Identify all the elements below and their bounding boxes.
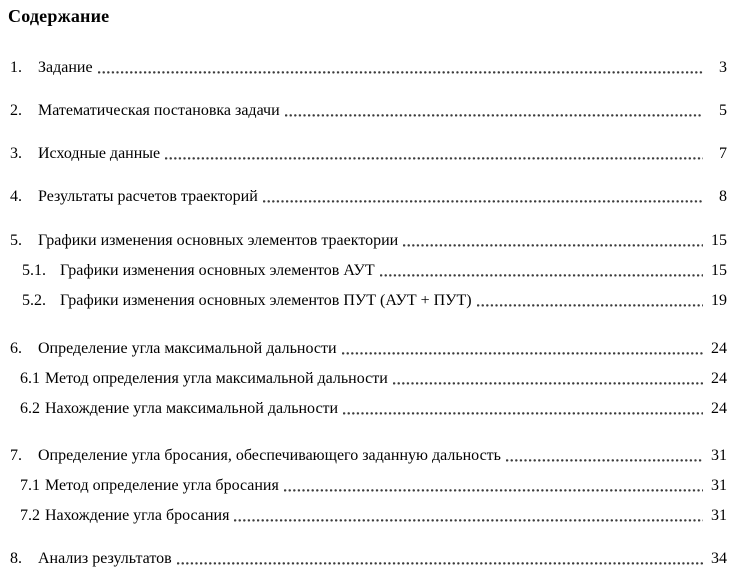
toc-entry-number: 1. bbox=[10, 59, 22, 76]
toc-entry-page: 8 bbox=[719, 188, 727, 205]
toc-entry[interactable] bbox=[0, 261, 727, 280]
toc-entry-page: 24 bbox=[711, 340, 727, 357]
toc-entry-page: 3 bbox=[719, 59, 727, 76]
toc-entry-number: 6.1 bbox=[20, 370, 40, 387]
toc-entry-page: 5 bbox=[719, 102, 727, 119]
toc-entry-label: Метод определение угла бросания bbox=[45, 477, 279, 494]
toc-entry-label: Анализ результатов bbox=[38, 550, 172, 567]
dot-leader bbox=[285, 114, 703, 117]
toc-entry[interactable] bbox=[0, 506, 727, 525]
toc-entry-number: 5.1. bbox=[22, 262, 46, 279]
toc-entry-page: 31 bbox=[711, 477, 727, 494]
toc-entry-label: Определение угла максимальной дальности bbox=[38, 340, 337, 357]
toc-entry[interactable] bbox=[0, 549, 727, 568]
dot-leader bbox=[343, 412, 703, 415]
toc-entry-label: Задание bbox=[38, 59, 93, 76]
toc-entry-number: 7.1 bbox=[20, 477, 40, 494]
toc-entry-page: 31 bbox=[711, 507, 727, 524]
toc-entry-number: 6. bbox=[10, 340, 22, 357]
toc-entry[interactable] bbox=[0, 369, 727, 388]
toc-entry[interactable] bbox=[0, 187, 727, 206]
toc-entry[interactable] bbox=[0, 231, 727, 250]
toc-entry[interactable] bbox=[0, 291, 727, 310]
toc-entry[interactable] bbox=[0, 476, 727, 495]
dot-leader bbox=[506, 459, 703, 462]
dot-leader bbox=[177, 562, 703, 565]
toc-entry-number: 5.2. bbox=[22, 292, 46, 309]
toc-entry-label: Математическая постановка задачи bbox=[38, 102, 280, 119]
toc-entry[interactable] bbox=[0, 399, 727, 418]
toc-entry-label: Графики изменения основных элементов траектории bbox=[38, 232, 399, 249]
toc-entry-label: Определение угла бросания, обеспечивающего заданную дальность bbox=[38, 447, 501, 464]
toc-entry-page: 24 bbox=[711, 400, 727, 417]
toc-entry-label: Исходные данные bbox=[38, 145, 161, 162]
toc-entry-number: 3. bbox=[10, 145, 22, 162]
page-title: Содержание bbox=[8, 6, 110, 26]
toc-entry[interactable] bbox=[0, 144, 727, 163]
dot-leader bbox=[263, 200, 703, 203]
toc-entry-number: 8. bbox=[10, 550, 22, 567]
toc-entry[interactable] bbox=[0, 446, 727, 465]
toc-entry-page: 15 bbox=[711, 262, 727, 279]
toc-entry-number: 7. bbox=[10, 447, 22, 464]
toc-entry-number: 4. bbox=[10, 188, 22, 205]
toc-entry-page: 15 bbox=[711, 232, 727, 249]
toc-entry-label: Графики изменения основных элементов АУТ bbox=[60, 262, 375, 279]
dot-leader bbox=[165, 157, 703, 160]
dot-leader bbox=[403, 244, 703, 247]
toc-entry-label: Метод определения угла максимальной дальности bbox=[45, 370, 388, 387]
toc-entry-page: 19 bbox=[711, 292, 727, 309]
dot-leader bbox=[342, 352, 704, 355]
toc-entry-page: 24 bbox=[711, 370, 727, 387]
toc-entry[interactable] bbox=[0, 58, 727, 77]
dot-leader bbox=[98, 71, 703, 74]
toc-entry-page: 7 bbox=[719, 145, 727, 162]
dot-leader bbox=[234, 519, 703, 522]
dot-leader bbox=[380, 274, 703, 277]
toc-entry[interactable] bbox=[0, 101, 727, 120]
toc-entry-page: 34 bbox=[711, 550, 727, 567]
toc-entry-page: 31 bbox=[711, 447, 727, 464]
dot-leader bbox=[284, 489, 703, 492]
toc-entry-label: Графики изменения основных элементов ПУТ (АУТ + ПУТ) bbox=[60, 292, 472, 309]
dot-leader bbox=[477, 304, 703, 307]
toc-entry-number: 5. bbox=[10, 232, 22, 249]
toc-entry-label: Нахождение угла бросания bbox=[45, 507, 230, 524]
toc-entry-number: 2. bbox=[10, 102, 22, 119]
toc-entry[interactable] bbox=[0, 339, 727, 358]
toc-entry-number: 7.2 bbox=[20, 507, 40, 524]
toc-entry-number: 6.2 bbox=[20, 400, 40, 417]
toc-entry-label: Нахождение угла максимальной дальности bbox=[45, 400, 339, 417]
toc-entry-label: Результаты расчетов траекторий bbox=[38, 188, 258, 205]
dot-leader bbox=[393, 382, 703, 385]
